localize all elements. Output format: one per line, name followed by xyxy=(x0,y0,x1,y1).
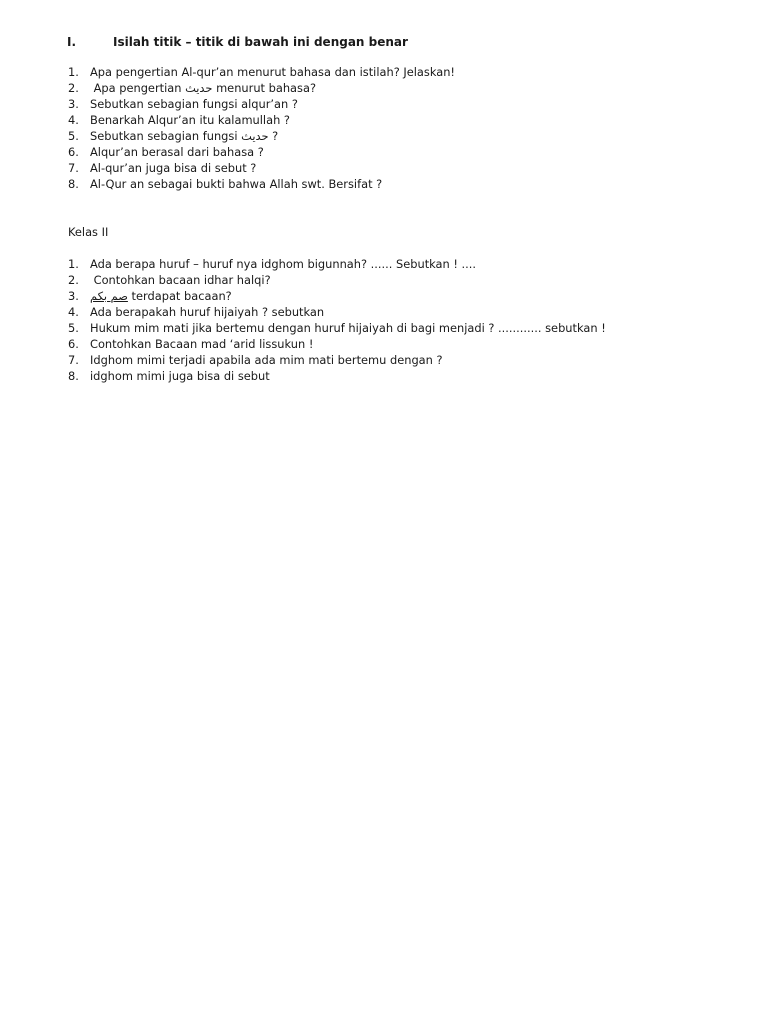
question-item xyxy=(68,176,455,192)
question-item xyxy=(68,320,606,336)
question-number: 4. xyxy=(68,113,79,127)
question-item xyxy=(68,288,606,304)
question-item xyxy=(68,336,606,352)
section-title: Isilah titik – titik di bawah ini dengan benar xyxy=(113,35,408,49)
question-text: Contohkan bacaan idhar halqi? xyxy=(90,273,271,287)
question-text: Alqur’an berasal dari bahasa ? xyxy=(90,145,264,159)
question-item xyxy=(68,160,455,176)
question-number: 1. xyxy=(68,257,79,271)
question-number: 6. xyxy=(68,337,79,351)
question-item xyxy=(68,368,606,384)
question-list-2 xyxy=(68,256,606,384)
class-heading: Kelas II xyxy=(68,225,109,239)
question-item xyxy=(68,256,606,272)
question-number: 5. xyxy=(68,321,79,335)
question-text: Al-qur’an juga bisa di sebut ? xyxy=(90,161,257,175)
question-number: 4. xyxy=(68,305,79,319)
question-text: Idghom mimi terjadi apabila ada mim mati bertemu dengan ? xyxy=(90,353,443,367)
question-number: 2. xyxy=(68,273,79,287)
question-list-1 xyxy=(68,64,455,192)
question-item xyxy=(68,128,455,144)
section-heading xyxy=(67,34,408,50)
question-number: 3. xyxy=(68,289,79,303)
question-number: 8. xyxy=(68,369,79,383)
question-item xyxy=(68,112,455,128)
question-number: 8. xyxy=(68,177,79,191)
question-number: 3. xyxy=(68,97,79,111)
question-number: 7. xyxy=(68,353,79,367)
question-number: 1. xyxy=(68,65,79,79)
question-text: Apa pengertian Al-qur’an menurut bahasa dan istilah? Jelaskan! xyxy=(90,65,455,79)
question-text: Ada berapa huruf – huruf nya idghom bigunnah? ...... Sebutkan ! .... xyxy=(90,257,477,271)
question-number: 6. xyxy=(68,145,79,159)
question-text: Al-Qur an sebagai bukti bahwa Allah swt. Bersifat ? xyxy=(90,177,383,191)
question-text: Hukum mim mati jika bertemu dengan huruf hijaiyah di bagi menjadi ? ............ sebutkan ! xyxy=(90,321,606,335)
question-item xyxy=(68,64,455,80)
section-number: I. xyxy=(67,35,77,49)
question-text: Sebutkan sebagian fungsi alqur’an ? xyxy=(90,97,298,111)
question-number: 2. xyxy=(68,81,79,95)
question-text: Benarkah Alqur’an itu kalamullah ? xyxy=(90,113,290,127)
question-text: idghom mimi juga bisa di sebut xyxy=(90,369,270,383)
arabic-phrase: صم بكم xyxy=(90,289,128,303)
question-text: Ada berapakah huruf hijaiyah ? sebutkan xyxy=(90,305,325,319)
question-item xyxy=(68,304,606,320)
question-item xyxy=(68,352,606,368)
question-text: Contohkan Bacaan mad ‘arid lissukun ! xyxy=(90,337,314,351)
question-text: Sebutkan sebagian fungsi حديث ? xyxy=(90,129,279,143)
question-item xyxy=(68,144,455,160)
question-text: terdapat bacaan? xyxy=(127,289,232,303)
question-item xyxy=(68,272,606,288)
question-item xyxy=(68,80,455,96)
question-number: 5. xyxy=(68,129,79,143)
question-number: 7. xyxy=(68,161,79,175)
question-text: Apa pengertian حديث menurut bahasa? xyxy=(90,81,316,95)
question-item xyxy=(68,96,455,112)
